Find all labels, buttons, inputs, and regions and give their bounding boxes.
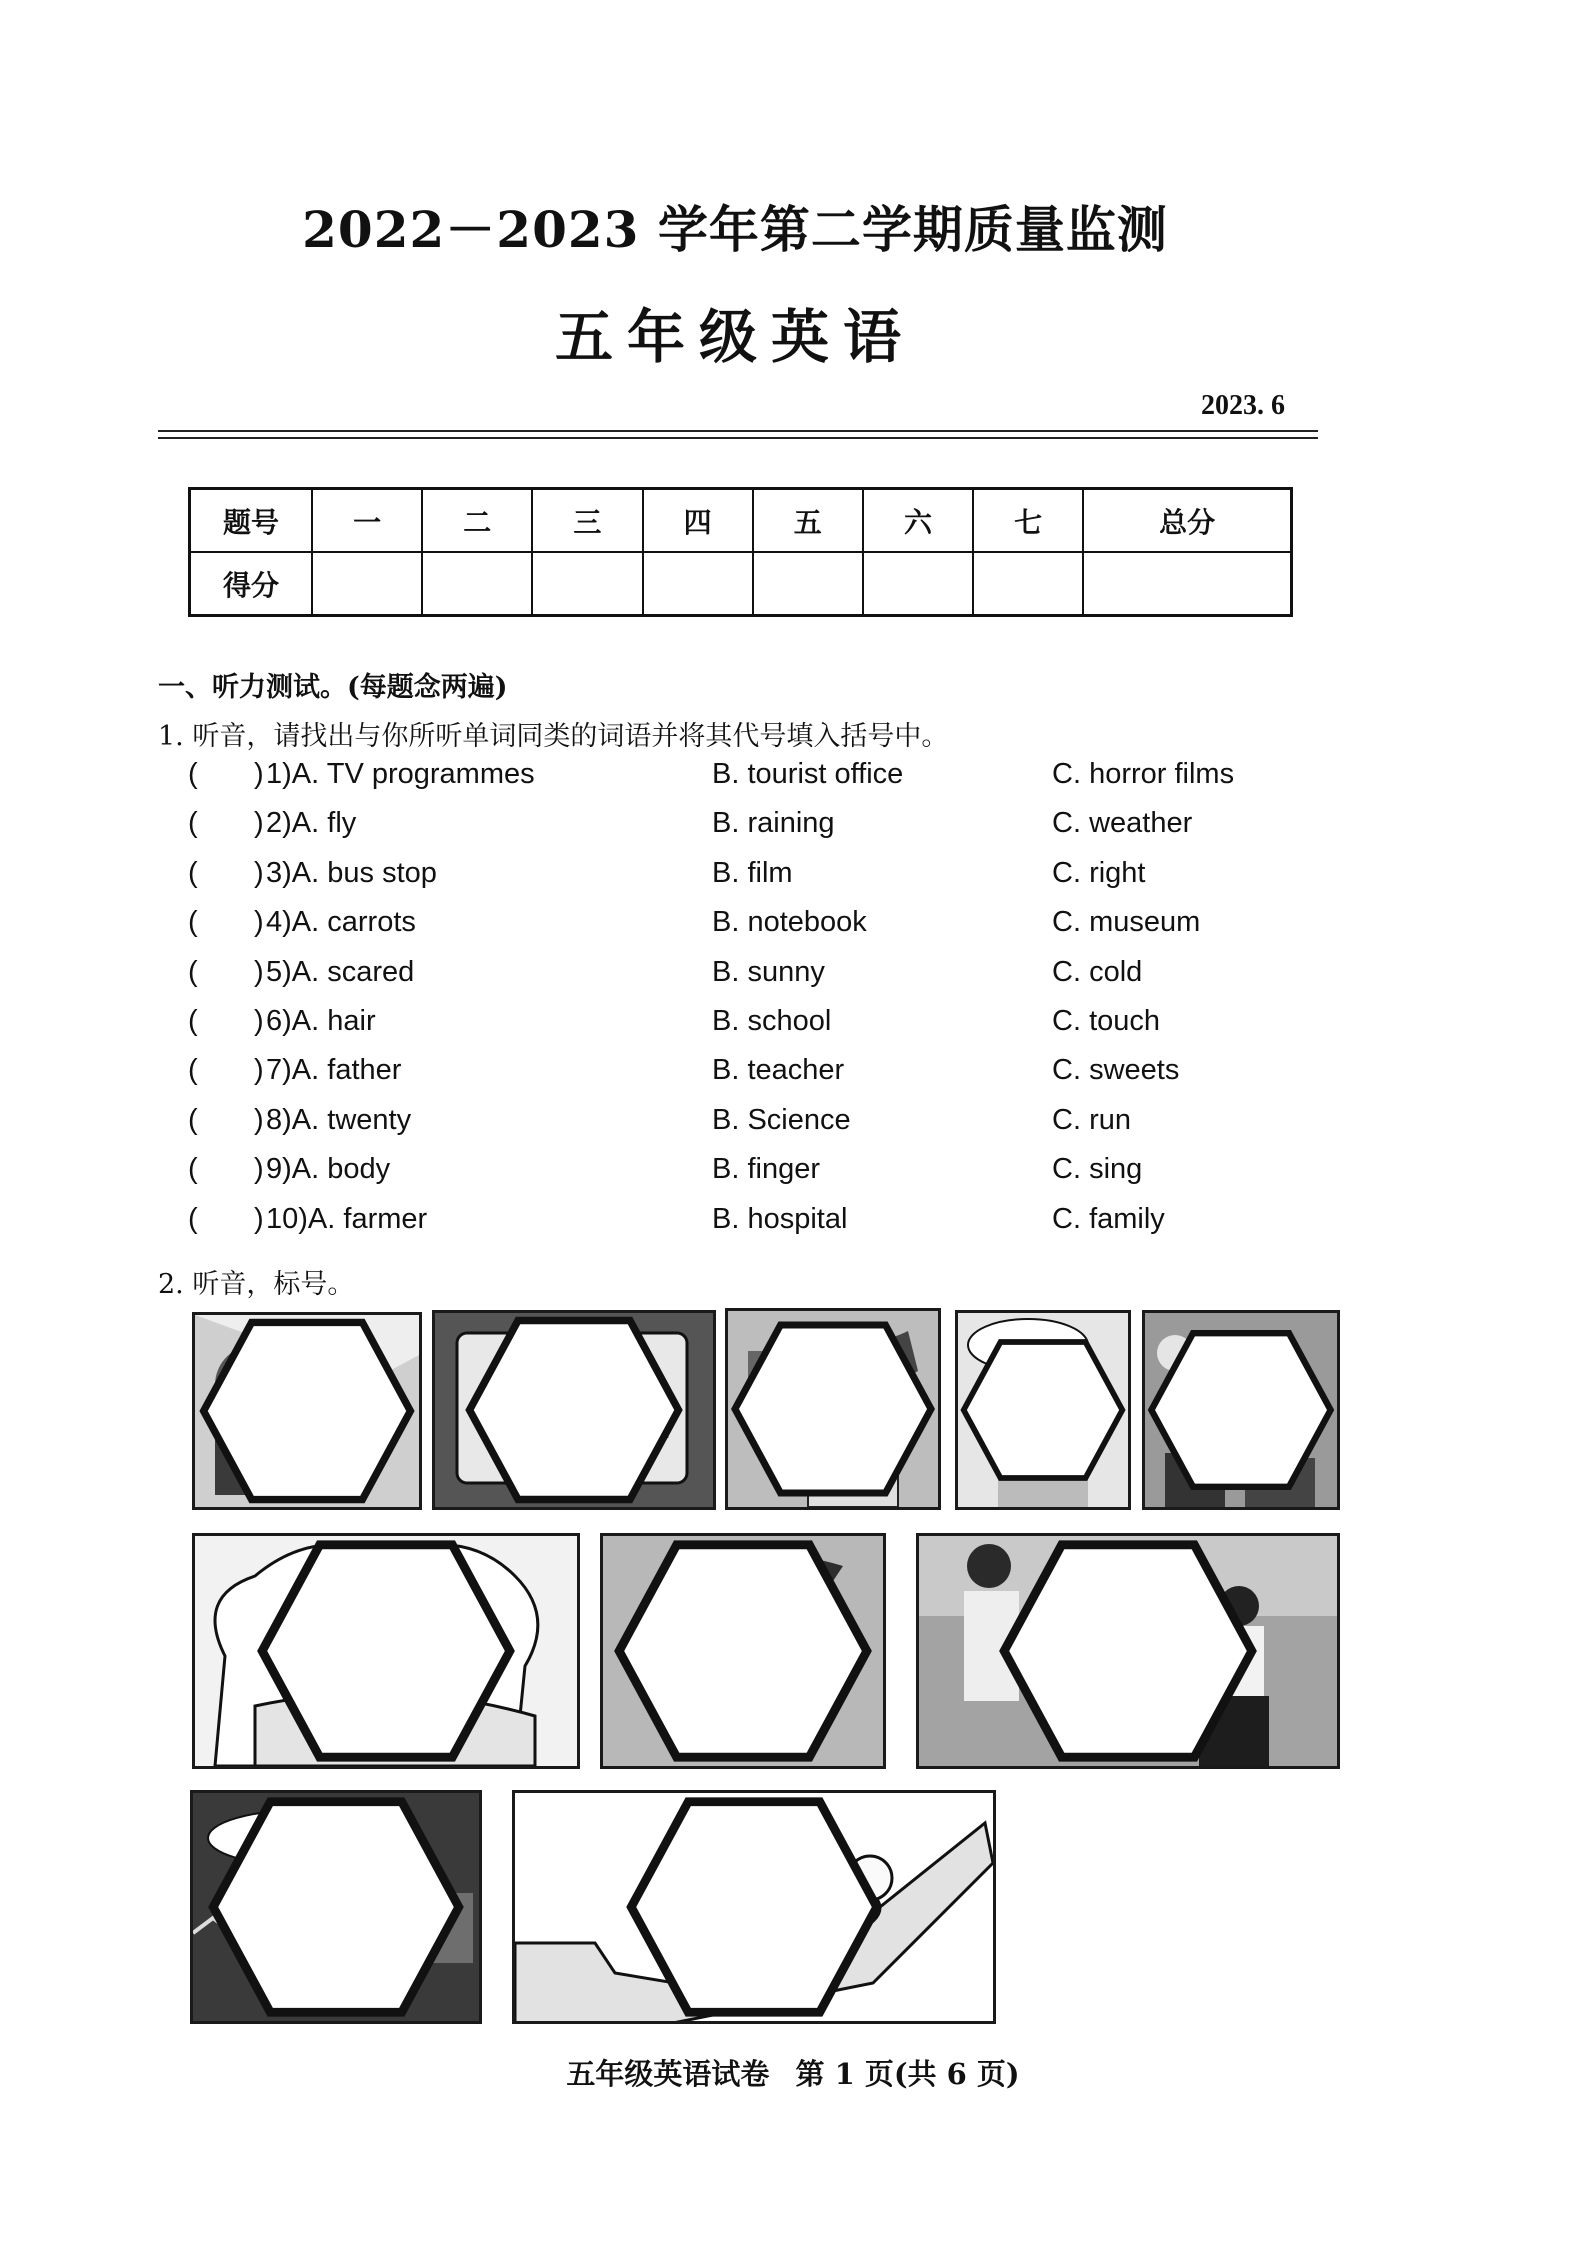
option-b-text: teacher xyxy=(747,1054,845,1087)
item-number: 10 xyxy=(266,1202,299,1235)
picture-tv-man xyxy=(432,1310,716,1510)
hexagon-label-icon[interactable] xyxy=(919,1536,1337,1766)
option-a: 8)A. twenty xyxy=(266,1103,412,1136)
score-input-cell[interactable] xyxy=(312,552,422,616)
question-row xyxy=(188,758,1338,807)
score-input-cell[interactable] xyxy=(643,552,753,616)
score-table-cell: 七 xyxy=(973,489,1083,553)
question-1-instruction: 1. 听音，请找出与你所听单词同类的词语并将其代号填入括号中。 xyxy=(158,721,949,752)
score-table xyxy=(188,487,1293,617)
option-a: 1)A. TV programmes xyxy=(266,758,535,790)
score-input-cell[interactable] xyxy=(1083,552,1291,616)
question-row xyxy=(188,1104,1338,1153)
item-number: 9 xyxy=(266,1153,283,1186)
option-c-text: right xyxy=(1089,856,1146,889)
option-b-text: notebook xyxy=(747,906,867,939)
item-number: 3 xyxy=(266,856,283,889)
score-table-cell: 得分 xyxy=(190,552,313,616)
score-table-cell: 三 xyxy=(532,489,642,553)
hexagon-label-icon[interactable] xyxy=(603,1536,883,1766)
item-number: 7 xyxy=(266,1054,283,1087)
answer-bracket[interactable]: ( ) xyxy=(188,955,264,988)
option-a: 2)A. fly xyxy=(266,807,357,840)
answer-bracket[interactable]: ( ) xyxy=(188,906,264,939)
question-row xyxy=(188,807,1338,856)
picture-dragon-castle xyxy=(725,1308,941,1510)
option-a: 7)A. father xyxy=(266,1054,402,1087)
option-b-text: Science xyxy=(747,1103,851,1136)
hexagon-label-icon[interactable] xyxy=(728,1311,938,1507)
exam-title: 2022－2023 学年第二学期质量监测 xyxy=(302,200,1168,259)
option-b: B. finger xyxy=(712,1153,821,1186)
option-c: C. run xyxy=(1052,1103,1131,1136)
footer-exam-name: 五年级英语试卷 xyxy=(566,2057,770,2091)
picture-cook-speech xyxy=(955,1310,1131,1510)
option-b-text: raining xyxy=(747,807,835,840)
score-input-cell[interactable] xyxy=(753,552,863,616)
option-c: C. horror films xyxy=(1052,758,1235,790)
question-row xyxy=(188,1054,1338,1103)
answer-bracket[interactable]: ( ) xyxy=(188,1153,264,1186)
option-a-text: scared xyxy=(327,955,415,988)
header-rule xyxy=(158,430,1318,432)
picture-polar-bear xyxy=(512,1790,996,2024)
score-table-score-row xyxy=(190,552,1292,616)
option-c-text: sing xyxy=(1089,1153,1143,1186)
answer-bracket[interactable]: ( ) xyxy=(188,1202,264,1235)
hexagon-label-icon[interactable] xyxy=(193,1793,479,2021)
option-a: 3)A. bus stop xyxy=(266,856,437,889)
option-b-text: school xyxy=(747,1004,832,1037)
hexagon-label-icon[interactable] xyxy=(515,1793,993,2021)
option-a-text: body xyxy=(327,1153,391,1186)
option-a-text: fly xyxy=(327,807,357,840)
option-b-text: finger xyxy=(747,1153,821,1186)
option-a-text: farmer xyxy=(343,1202,428,1235)
option-c: C. right xyxy=(1052,856,1146,889)
hexagon-label-icon[interactable] xyxy=(195,1536,577,1766)
score-table-cell: 六 xyxy=(863,489,973,553)
section-heading: 一、听力测试。(每题念两遍) xyxy=(158,672,508,703)
option-a: 6)A. hair xyxy=(266,1004,376,1037)
option-c: C. sweets xyxy=(1052,1054,1180,1087)
question-row xyxy=(188,1153,1338,1202)
option-a: 4)A. carrots xyxy=(266,906,416,939)
option-a-text: hair xyxy=(327,1004,376,1037)
picture-sick-in-bed xyxy=(192,1533,580,1769)
hexagon-label-icon[interactable] xyxy=(1145,1313,1337,1507)
option-c-text: museum xyxy=(1089,906,1201,939)
question-row xyxy=(188,1203,1338,1252)
answer-bracket[interactable]: ( ) xyxy=(188,1054,264,1087)
score-table-cell: 二 xyxy=(422,489,532,553)
option-c-text: family xyxy=(1089,1202,1165,1235)
score-table-cell: 四 xyxy=(643,489,753,553)
option-c-text: touch xyxy=(1089,1004,1161,1037)
option-c: C. family xyxy=(1052,1202,1165,1235)
option-b: B. sunny xyxy=(712,955,825,988)
question-row xyxy=(188,1005,1338,1054)
option-c: C. weather xyxy=(1052,807,1193,840)
item-number: 4 xyxy=(266,906,283,939)
option-b: B. raining xyxy=(712,807,835,840)
option-c: C. touch xyxy=(1052,1004,1161,1037)
option-b: B. Science xyxy=(712,1103,851,1136)
item-number: 6 xyxy=(266,1004,283,1037)
answer-bracket[interactable]: ( ) xyxy=(188,1103,264,1136)
option-b: B. film xyxy=(712,856,793,889)
option-b-text: sunny xyxy=(747,955,825,988)
answer-bracket[interactable]: ( ) xyxy=(188,807,264,840)
option-a-text: carrots xyxy=(327,906,416,939)
item-number: 5 xyxy=(266,955,283,988)
item-number: 2 xyxy=(266,807,283,840)
option-b: B. school xyxy=(712,1004,832,1037)
option-b: B. hospital xyxy=(712,1202,848,1235)
answer-bracket[interactable]: ( ) xyxy=(188,856,264,889)
picture-cowboy-cat xyxy=(600,1533,886,1769)
picture-crowd xyxy=(1142,1310,1340,1510)
option-c: C. sing xyxy=(1052,1153,1143,1186)
question-row xyxy=(188,956,1338,1005)
picture-two-people-talking xyxy=(916,1533,1340,1769)
score-table-cell: 题号 xyxy=(190,489,313,553)
item-number: 8 xyxy=(266,1103,283,1136)
picture-night-room xyxy=(190,1790,482,2024)
option-c-text: sweets xyxy=(1089,1054,1180,1087)
question-2-instruction: 2. 听音，标号。 xyxy=(158,1269,355,1300)
item-number: 1 xyxy=(266,758,283,790)
option-b: B. notebook xyxy=(712,906,867,939)
option-c-text: horror films xyxy=(1089,758,1235,790)
option-c-text: run xyxy=(1089,1103,1131,1136)
hexagon-label-icon[interactable] xyxy=(958,1313,1128,1507)
option-a: 10)A. farmer xyxy=(266,1202,428,1235)
hexagon-label-icon[interactable] xyxy=(435,1313,713,1507)
option-b: B. tourist office xyxy=(712,758,904,790)
question-row xyxy=(188,906,1338,955)
exam-date: 2023. 6 xyxy=(1201,390,1285,421)
header-rule xyxy=(158,437,1318,439)
option-b: B. teacher xyxy=(712,1054,845,1087)
option-c: C. museum xyxy=(1052,906,1201,939)
score-input-cell[interactable] xyxy=(973,552,1083,616)
score-table-header-row xyxy=(190,489,1292,553)
score-table-cell: 五 xyxy=(753,489,863,553)
answer-bracket[interactable]: ( ) xyxy=(188,1004,264,1037)
question-row xyxy=(188,857,1338,906)
picture-witch-scene xyxy=(192,1312,422,1510)
option-c-text: weather xyxy=(1089,807,1193,840)
option-a-text: twenty xyxy=(327,1103,412,1136)
option-b-text: film xyxy=(747,856,793,889)
option-b-text: hospital xyxy=(747,1202,848,1235)
score-table-cell: 总分 xyxy=(1083,489,1291,553)
score-input-cell[interactable] xyxy=(863,552,973,616)
question-1-items xyxy=(188,758,1338,1252)
score-table-cell: 一 xyxy=(312,489,422,553)
option-b-text: tourist office xyxy=(747,758,904,790)
score-input-cell[interactable] xyxy=(532,552,642,616)
hexagon-label-icon[interactable] xyxy=(195,1315,419,1507)
option-a: 9)A. body xyxy=(266,1153,391,1186)
option-a-text: bus stop xyxy=(327,856,437,889)
option-c-text: cold xyxy=(1089,955,1143,988)
page-footer xyxy=(0,2052,1586,2093)
option-a-text: father xyxy=(327,1054,402,1087)
option-a: 5)A. scared xyxy=(266,955,415,988)
option-c: C. cold xyxy=(1052,955,1143,988)
option-a-text: TV programmes xyxy=(326,758,535,790)
answer-bracket[interactable]: ( ) xyxy=(188,758,264,790)
exam-subject: 五年级英语 xyxy=(554,303,915,371)
footer-page-number: 第 1 页(共 6 页) xyxy=(795,2057,1020,2091)
score-input-cell[interactable] xyxy=(422,552,532,616)
